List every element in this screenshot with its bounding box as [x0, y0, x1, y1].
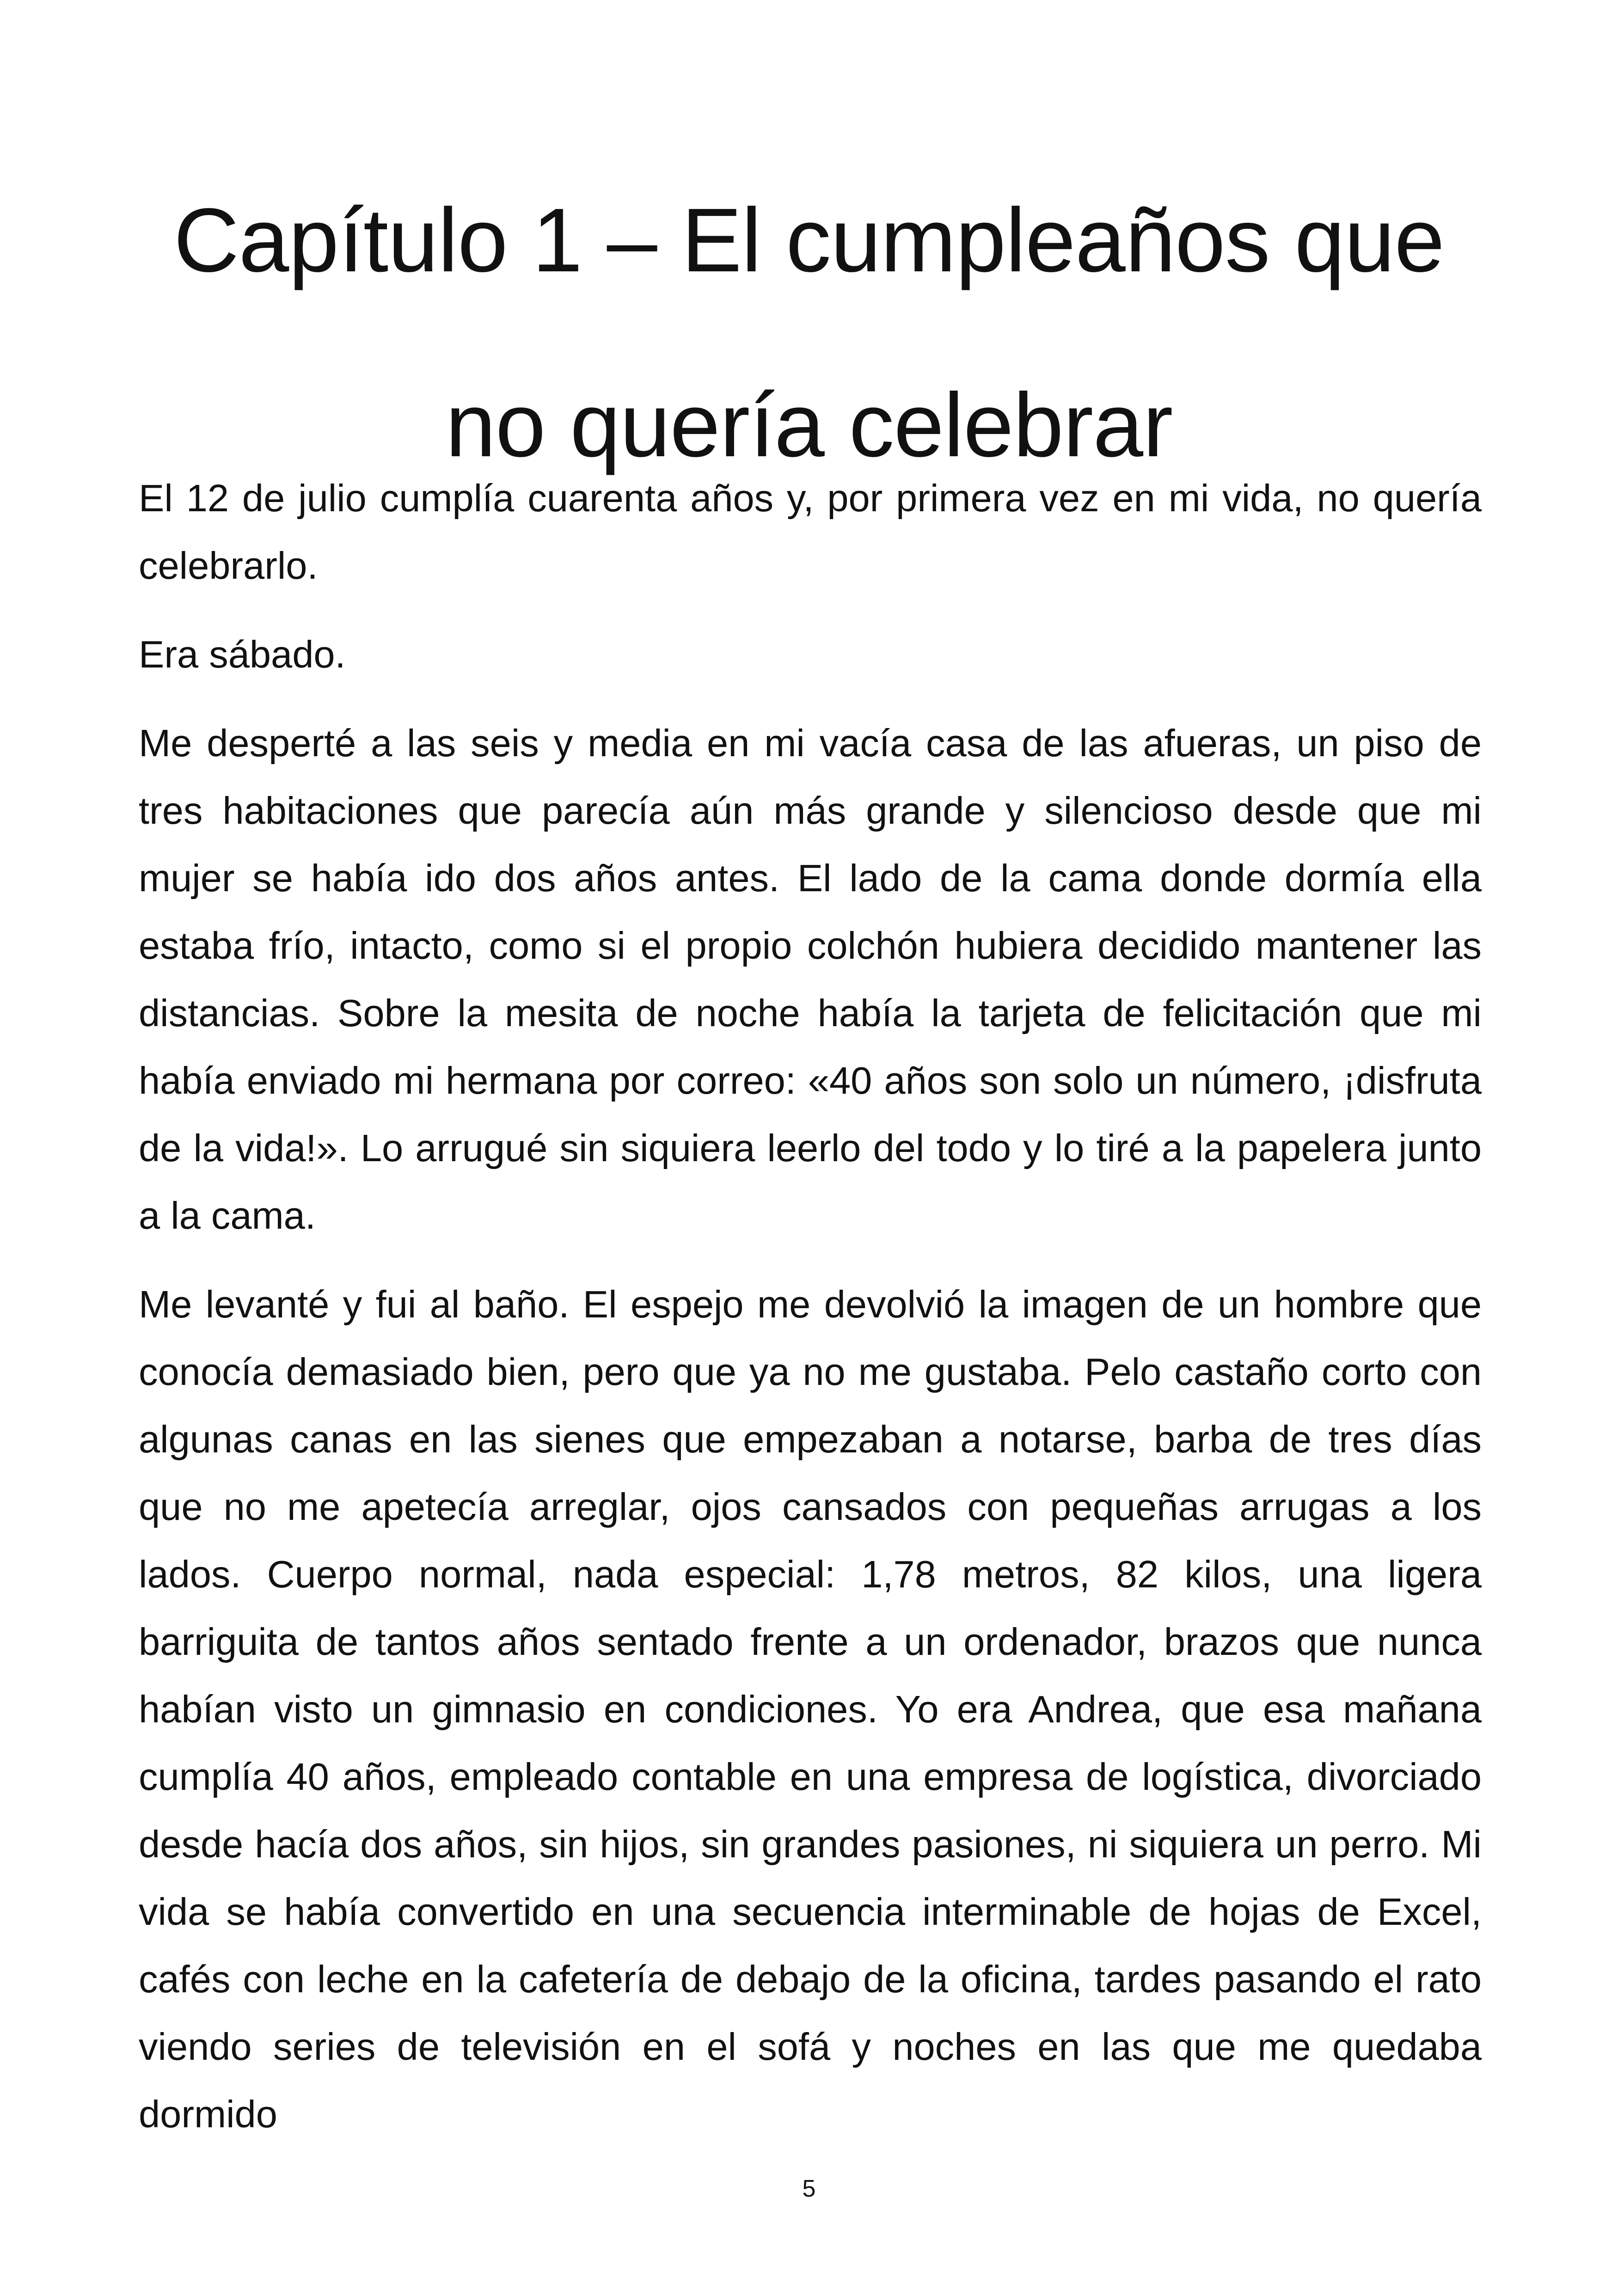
chapter-body	[139, 465, 1482, 2169]
paragraph: El 12 de julio cumplía cuarenta años y, por primera vez en mi vida, no quería celebrarlo.	[139, 477, 1482, 587]
chapter-title-line-1: Capítulo 1 – El cumpleaños que	[173, 190, 1445, 291]
paragraph: Me desperté a las seis y media en mi vacía casa de las afueras, un piso de tres habitaciones que parecía aún más grande y silencioso desde que mi mujer se había ido dos años antes. El lado de la cama donde dormía ella estaba frío, intacto, como si el propio colchón hubiera decidido mantener las distancias. Sobre la mesita de noche había la tarjeta de felicitación que mi había enviado mi hermana por correo: «40 años son solo un número, ¡disfruta de la vida!». Lo arrugué sin siquiera leerlo del todo y lo tiré a la papelera junto a la cama.	[139, 722, 1482, 1237]
page-number: 5	[802, 2175, 816, 2202]
chapter-title-line-2: no quería celebrar	[445, 374, 1173, 476]
paragraph: Era sábado.	[139, 633, 346, 676]
paragraph: Me levanté y fui al baño. El espejo me devolvió la imagen de un hombre que conocía demasiado bien, pero que ya no me gustaba. Pelo castaño corto con algunas canas en las sienes que empezaban a notarse, barba de tres días que no me apetecía arreglar, ojos cansados con pequeñas arrugas a los lados. Cuerpo normal, nada especial: 1,78 metros, 82 kilos, una ligera barriguita de tantos años sentado frente a un ordenador, brazos que nunca habían visto un gimnasio en condiciones. Yo era Andrea, que esa mañana cumplía 40 años, empleado contable en una empresa de logística, divorciado desde hacía dos años, sin hijos, sin grandes pasiones, ni siquiera un perro. Mi vida se había convertido en una secuencia interminable de hojas de Excel, cafés con leche en la cafetería de debajo de la oficina, tardes pasando el rato viendo series de televisión en el sofá y noches en las que me quedaba dormido	[139, 1283, 1482, 2136]
chapter-title	[139, 148, 1479, 518]
